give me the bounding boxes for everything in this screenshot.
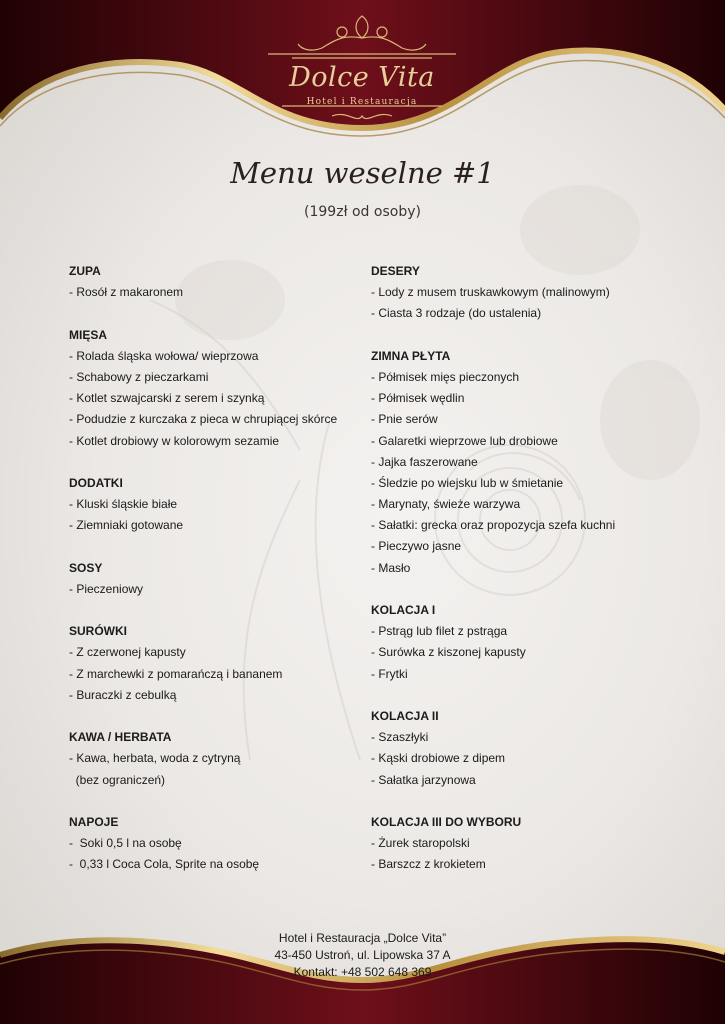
menu-section xyxy=(69,261,359,303)
menu-section xyxy=(69,473,359,537)
menu-item: (bez ograniczeń) xyxy=(69,772,166,787)
menu-item: - Kluski śląskie białe xyxy=(69,497,178,512)
menu-item: - Sałatka jarzynowa xyxy=(371,772,476,787)
menu-item: - Kawa, herbata, woda z cytryną xyxy=(69,751,241,766)
menu-section xyxy=(69,621,359,706)
section-title: KOLACJA III DO WYBORU xyxy=(371,814,522,829)
menu-item: - Galaretki wieprzowe lub drobiowe xyxy=(371,433,558,448)
section-spacer xyxy=(371,325,671,346)
menu-section xyxy=(69,558,359,600)
menu-item: - Szaszłyki xyxy=(371,730,429,745)
menu-section xyxy=(371,346,671,579)
menu-title: Menu weselne #1 xyxy=(230,156,495,190)
footer-address: 43-450 Ustroń, ul. Lipowska 37 A xyxy=(274,948,451,962)
menu-item: - Soki 0,5 l na osobę xyxy=(69,836,182,851)
menu-section xyxy=(371,261,671,325)
section-title: KOLACJA I xyxy=(371,603,436,617)
menu-item: - Schabowy z pieczarkami xyxy=(69,369,209,384)
section-spacer xyxy=(371,579,671,600)
footer-hotel-name: Hotel i Restauracja „Dolce Vita” xyxy=(278,931,447,945)
section-title: ZUPA xyxy=(69,264,101,278)
section-title: KOLACJA II xyxy=(371,708,439,723)
menu-item: - Marynaty, świeże warzywa xyxy=(371,497,521,512)
section-title: SOSY xyxy=(69,560,103,575)
menu-item: - Frytki xyxy=(371,666,408,681)
menu-item: - Półmisek wędlin xyxy=(371,391,465,406)
menu-item: - Buraczki z cebulką xyxy=(69,687,177,702)
menu-item: - Pnie serów xyxy=(371,412,438,427)
section-title: ZIMNA PŁYTA xyxy=(371,348,451,363)
section-title: DESERY xyxy=(371,264,420,278)
menu-item: - Ciasta 3 rodzaje (do ustalenia) xyxy=(371,306,542,321)
section-title: NAPOJE xyxy=(69,814,119,829)
section-spacer xyxy=(69,600,359,621)
menu-item: - Masło xyxy=(371,560,411,575)
menu-section xyxy=(371,812,671,876)
menu-section xyxy=(69,727,359,791)
hotel-logo xyxy=(262,12,462,134)
menu-item: - Rosół z makaronem xyxy=(69,285,184,300)
menu-item: - Kotlet drobiowy w kolorowym sezamie xyxy=(69,433,280,448)
menu-item: - Z marchewki z pomarańczą i bananem xyxy=(69,666,283,681)
section-spacer xyxy=(69,452,359,473)
menu-item: - Pstrąg lub filet z pstrąga xyxy=(371,624,508,639)
menu-item: - Pieczywo jasne xyxy=(371,539,462,554)
menu-item: - Barszcz z krokietem xyxy=(371,857,486,872)
section-spacer xyxy=(371,685,671,706)
menu-item: - Ziemniaki gotowane xyxy=(69,518,184,533)
logo-name: Dolce Vita xyxy=(289,62,435,93)
menu-section xyxy=(69,812,359,876)
footer-phone: Kontakt: +48 502 648 369 xyxy=(293,965,432,979)
section-title: DODATKI xyxy=(69,475,123,490)
price-note: (199zł od osoby) xyxy=(304,204,421,220)
menu-item: - Jajka faszerowane xyxy=(371,454,478,469)
section-spacer xyxy=(69,706,359,727)
section-spacer xyxy=(69,536,359,557)
menu-section xyxy=(371,706,671,791)
section-spacer xyxy=(69,791,359,812)
menu-item: - Podudzie z kurczaka z pieca w chrupiącej skórce xyxy=(69,412,338,427)
section-spacer xyxy=(371,791,671,812)
menu-item: - Żurek staropolski xyxy=(371,836,470,851)
menu-item: - Śledzie po wiejsku lub w śmietanie xyxy=(371,475,564,490)
footer-contact xyxy=(0,930,725,981)
menu-item: - Rolada śląska wołowa/ wieprzowa xyxy=(69,348,259,363)
menu-item: - Kotlet szwajcarski z serem i szynką xyxy=(69,391,265,406)
menu-item: - Kąski drobiowe z dipem xyxy=(371,751,506,766)
menu-item: - Z czerwonej kapusty xyxy=(69,645,186,660)
menu-item: - Surówka z kiszonej kapusty xyxy=(371,645,526,660)
logo-subtitle: Hotel i Restauracja xyxy=(306,97,418,107)
menu-item: - Lody z musem truskawkowym (malinowym) xyxy=(371,285,610,300)
section-spacer xyxy=(69,303,359,324)
menu-item: - 0,33 l Coca Cola, Sprite na osobę xyxy=(69,857,260,872)
section-title: MIĘSA xyxy=(69,327,108,342)
section-title: SURÓWKI xyxy=(69,624,127,639)
menu-section xyxy=(371,600,671,685)
menu-item: - Półmisek mięs pieczonych xyxy=(371,369,520,384)
left-column xyxy=(69,261,359,875)
section-title: KAWA / HERBATA xyxy=(69,730,172,745)
menu-item: - Sałatki: grecka oraz propozycja szefa kuchni xyxy=(371,518,616,533)
right-column xyxy=(371,261,671,875)
menu-section xyxy=(69,325,359,452)
menu-item: - Pieczeniowy xyxy=(69,581,144,596)
